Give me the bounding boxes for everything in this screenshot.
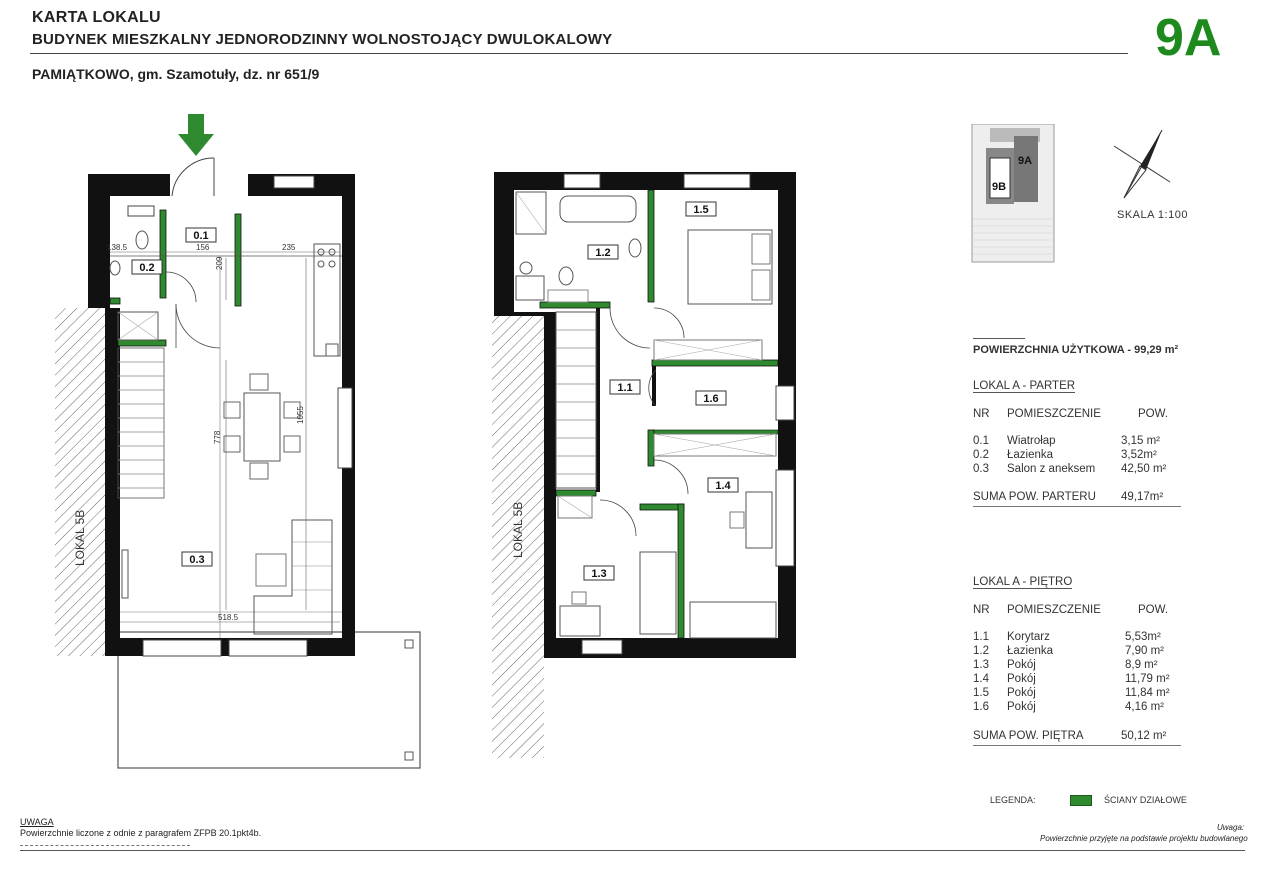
- note-dash: [20, 845, 190, 846]
- entrance-arrow-icon: [178, 114, 214, 156]
- pietro-row-name: Korytarz: [1007, 631, 1050, 643]
- document-title: KARTA LOKALU: [32, 9, 161, 26]
- footer-line: [20, 850, 1245, 851]
- neighbor-hatch-ground: [55, 308, 105, 656]
- room-label-0-1: 0.1: [193, 230, 209, 242]
- pietro-row-nr: 1.4: [973, 673, 989, 685]
- parter-row-area: 42,50 m²: [1121, 463, 1167, 475]
- keyplan-label-9a: 9A: [1018, 155, 1033, 167]
- area-table: [973, 335, 1183, 755]
- pietro-row-area: 4,16 m²: [1125, 701, 1164, 713]
- pietro-col-area: POW.: [1138, 604, 1169, 616]
- ground-floor-plan: [55, 114, 420, 768]
- legend-item: ŚCIANY DZIAŁOWE: [1104, 795, 1187, 805]
- note-text: Powierzchnie liczone z odnie z paragrafem ZFPB 20.1pkt4b.: [20, 828, 262, 838]
- parter-col-room: POMIESZCZENIE: [1007, 408, 1101, 420]
- parter-row-nr: 0.3: [973, 463, 989, 475]
- key-plan: [970, 124, 1060, 264]
- parter-row-name: Łazienka: [1007, 449, 1054, 461]
- parter-col-area: POW.: [1138, 408, 1169, 420]
- pietro-row-name: Łazienka: [1007, 645, 1054, 657]
- parter-col-nr: NR: [973, 408, 990, 420]
- right-note-text: Powierzchnie przyjęte na podstawie projektu budowlanego: [1040, 834, 1248, 843]
- parter-sum-value: 49,17m²: [1121, 491, 1164, 503]
- scale-label: SKALA 1:100: [1117, 209, 1188, 221]
- pietro-row-nr: 1.5: [973, 687, 989, 699]
- pietro-row-area: 11,79 m²: [1125, 673, 1170, 685]
- pietro-row-nr: 1.6: [973, 701, 989, 713]
- parter-row-name: Salon z aneksem: [1007, 463, 1096, 475]
- dim-138-5: 138.5: [107, 243, 128, 252]
- unit-code: 9A: [1155, 9, 1222, 67]
- parter-heading: LOKAL A - PARTER: [973, 380, 1076, 392]
- pietro-row-area: 8,9 m²: [1125, 659, 1158, 671]
- dim-778: 778: [213, 430, 222, 444]
- parter-row-area: 3,52m²: [1121, 449, 1157, 461]
- pietro-row-area: 7,90 m²: [1125, 645, 1164, 657]
- pietro-col-nr: NR: [973, 604, 990, 616]
- pietro-row-nr: 1.3: [973, 659, 989, 671]
- dim-518-5: 518.5: [218, 613, 239, 622]
- neighbor-label-first: LOKAL 5B: [511, 501, 525, 558]
- parter-sum-label: SUMA POW. PARTERU: [973, 491, 1096, 503]
- pietro-row-name: Pokój: [1007, 701, 1036, 713]
- pietro-row-area: 11,84 m²: [1125, 687, 1170, 699]
- document-subtitle: BUDYNEK MIESZKALNY JEDNORODZINNY WOLNOSTOJĄCY DWULOKALOWY: [32, 31, 613, 48]
- pietro-row-name: Pokój: [1007, 673, 1036, 685]
- parter-row-nr: 0.1: [973, 435, 989, 447]
- dim-1055: 1055: [296, 406, 305, 424]
- parter-row-area: 3,15 m²: [1121, 435, 1160, 447]
- pietro-row-area: 5,53m²: [1125, 631, 1161, 643]
- pietro-sum-label: SUMA POW. PIĘTRA: [973, 730, 1084, 742]
- legend-swatch: [1070, 795, 1092, 806]
- first-floor-plan: [492, 172, 796, 758]
- note-title: UWAGA: [20, 817, 54, 827]
- pietro-row-name: Pokój: [1007, 659, 1036, 671]
- dim-235: 235: [282, 243, 296, 252]
- pietro-sum-value: 50,12 m²: [1121, 730, 1167, 742]
- room-label-1-5: 1.5: [693, 204, 709, 216]
- pietro-heading: LOKAL A - PIĘTRO: [973, 576, 1073, 588]
- room-label-0-3: 0.3: [189, 554, 205, 566]
- legend-label: LEGENDA:: [990, 795, 1036, 805]
- right-note-title: Uwaga:: [1217, 823, 1245, 832]
- keyplan-label-9b: 9B: [992, 181, 1007, 193]
- pietro-col-room: POMIESZCZENIE: [1007, 604, 1101, 616]
- north-arrow-icon: [1110, 126, 1174, 202]
- pietro-row-name: Pokój: [1007, 687, 1036, 699]
- neighbor-label-ground: LOKAL 5B: [73, 509, 87, 566]
- room-label-1-3: 1.3: [591, 568, 607, 580]
- room-label-1-6: 1.6: [703, 393, 719, 405]
- usable-area-total: POWIERZCHNIA UŻYTKOWA - 99,29 m²: [973, 344, 1179, 356]
- room-label-1-2: 1.2: [595, 247, 611, 259]
- location-line: PAMIĄTKOWO, gm. Szamotuły, dz. nr 651/9: [32, 66, 320, 82]
- parter-row-name: Wiatrołap: [1007, 435, 1056, 447]
- room-label-1-4: 1.4: [715, 480, 731, 492]
- pietro-row-nr: 1.1: [973, 631, 989, 643]
- dim-209: 209: [215, 256, 224, 270]
- parter-row-nr: 0.2: [973, 449, 989, 461]
- dim-156: 156: [196, 243, 210, 252]
- room-label-0-2: 0.2: [139, 262, 155, 274]
- room-label-1-1: 1.1: [617, 382, 633, 394]
- pietro-row-nr: 1.2: [973, 645, 989, 657]
